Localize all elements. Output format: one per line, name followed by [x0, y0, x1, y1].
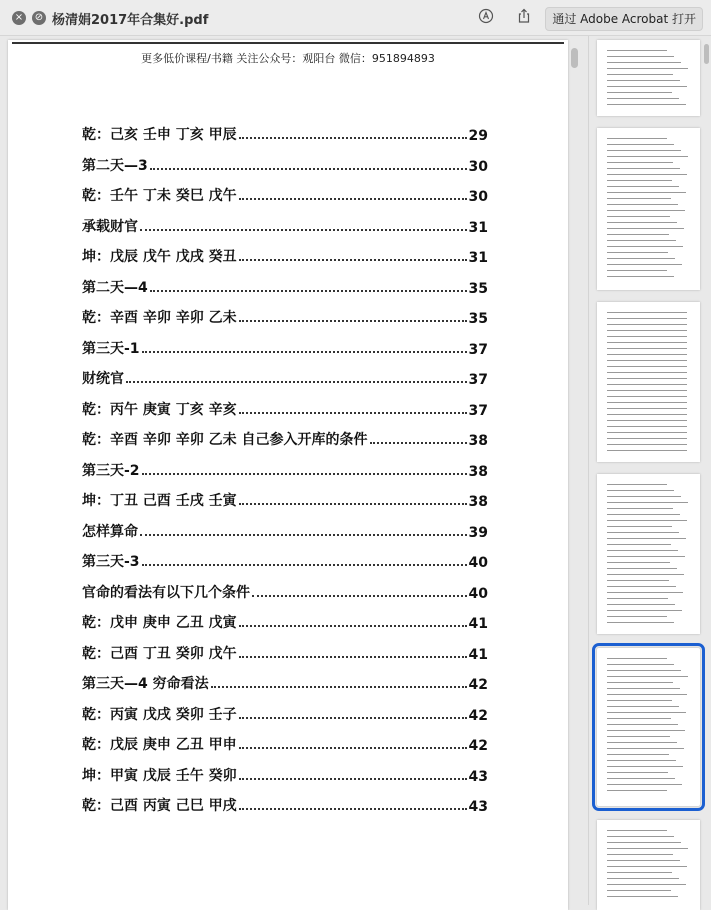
- thumbnail-text-line: [607, 414, 687, 415]
- toc-entry-page: 43: [468, 768, 488, 785]
- thumbnail-text-line: [607, 754, 669, 755]
- toc-entry-page: 35: [468, 311, 488, 327]
- thumbnail-text-line: [607, 276, 674, 277]
- thumbnail-text-line: [607, 580, 669, 581]
- thumbnail-text-line: [607, 496, 681, 497]
- thumbnail-text-line: [607, 860, 680, 861]
- thumbnail-text-line: [607, 240, 676, 241]
- toc-leader-dots: [239, 747, 467, 749]
- main-scrollbar[interactable]: [571, 48, 578, 68]
- toc-entry-page: 42: [468, 677, 488, 693]
- thumbnail-text-line: [607, 366, 687, 367]
- toc-entry[interactable]: [82, 368, 488, 388]
- toc-leader-dots: [239, 808, 467, 810]
- toc-entry-page: 42: [468, 738, 488, 754]
- toc-entry-page: 42: [468, 707, 488, 724]
- toc-entry[interactable]: [82, 612, 488, 632]
- thumbnail-text-line: [607, 330, 687, 331]
- thumbnail-text-line: [607, 682, 673, 683]
- toc-entry[interactable]: [82, 765, 488, 785]
- thumbnail-text-line: [607, 658, 667, 659]
- toc-entry-title: 官命的看法有以下几个条件: [82, 584, 250, 601]
- thumbnail-text-line: [607, 676, 688, 677]
- toc-entry-page: 40: [468, 585, 488, 602]
- thumbnail-text-line: [607, 228, 684, 229]
- thumbnail-text-line: [607, 222, 677, 223]
- toc-entry-title: 乾：己酉 丙寅 己巳 甲戌: [82, 798, 237, 814]
- toc-entry[interactable]: [82, 704, 488, 724]
- thumbnail-text-line: [607, 790, 667, 791]
- thumbnail-text-line: [607, 836, 674, 837]
- toc-entry[interactable]: [82, 551, 488, 571]
- thumbnail-text-line: [607, 408, 687, 409]
- thumbnail-text-line: [607, 450, 687, 451]
- toc-entry-page: 30: [468, 158, 488, 175]
- thumbnail-text-line: [607, 664, 674, 665]
- thumbnail-text-line: [607, 396, 687, 397]
- toc-entry-title: 财统官: [82, 371, 124, 387]
- title-bar: [0, 0, 711, 36]
- open-in-acrobat-button[interactable]: 通过 Adobe Acrobat 打开: [545, 7, 703, 31]
- thumbnail-text-line: [607, 348, 687, 349]
- toc-leader-dots: [142, 564, 467, 566]
- toc-entry[interactable]: [82, 185, 488, 205]
- thumbnail-text-line: [607, 174, 687, 175]
- thumbnail-text-line: [607, 712, 686, 713]
- thumbnail-text-line: [607, 490, 674, 491]
- page-top-rule: [12, 42, 564, 44]
- toc-leader-dots: [239, 717, 467, 719]
- thumbnail-text-line: [607, 586, 676, 587]
- toc-entry-page: 35: [468, 280, 488, 297]
- document-view[interactable]: [0, 36, 588, 905]
- thumbnail-text-line: [607, 402, 687, 403]
- thumbnail-text-line: [607, 80, 680, 81]
- toc-leader-dots: [150, 290, 467, 292]
- thumbnail-text-line: [607, 878, 679, 879]
- thumbnail-text-line: [607, 872, 672, 873]
- toc-entry[interactable]: [82, 338, 488, 358]
- thumbnail-text-line: [607, 556, 685, 557]
- thumbnail-text-line: [607, 432, 687, 433]
- toc-entry[interactable]: [82, 307, 488, 327]
- thumbnail-text-line: [607, 592, 683, 593]
- thumbnail-text-line: [607, 700, 672, 701]
- thumbnail-text-line: [607, 848, 688, 849]
- toc-entry[interactable]: [82, 521, 488, 541]
- thumbnail-text-line: [607, 92, 672, 93]
- thumbnail-text-line: [607, 766, 683, 767]
- page-thumbnail[interactable]: [597, 40, 700, 116]
- thumbnail-text-line: [607, 550, 678, 551]
- thumbnail-text-line: [607, 730, 685, 731]
- thumbnail-text-line: [607, 264, 682, 265]
- toc-leader-dots: [239, 412, 467, 414]
- toc-entry[interactable]: [82, 124, 488, 144]
- thumbnail-text-line: [607, 884, 686, 885]
- thumbnail-text-line: [607, 502, 688, 503]
- thumbnail-text-line: [607, 854, 673, 855]
- toc-entry[interactable]: [82, 673, 488, 693]
- toc-entry-title: 坤：丁丑 己酉 壬戌 壬寅: [82, 493, 237, 509]
- thumbnail-text-line: [607, 198, 671, 199]
- toc-entry[interactable]: [82, 582, 488, 602]
- pdf-page: [8, 40, 568, 910]
- thumbnail-text-line: [607, 246, 683, 247]
- thumbnail-text-line: [607, 210, 685, 211]
- toc-entry[interactable]: [82, 643, 488, 663]
- toc-entry[interactable]: [82, 246, 488, 266]
- toc-entry[interactable]: [82, 277, 488, 297]
- toc-leader-dots: [150, 168, 467, 170]
- thumbnail-text-line: [607, 192, 686, 193]
- window-title: 杨清娟2017年合集好.pdf: [52, 13, 209, 28]
- thumbnail-text-line: [607, 150, 681, 151]
- toc-entry-page: 38: [468, 494, 488, 510]
- share-icon[interactable]: [514, 8, 534, 28]
- thumbnail-text-line: [607, 616, 667, 617]
- thumbnail-text-line: [607, 144, 674, 145]
- toc-entry[interactable]: [82, 734, 488, 754]
- toc-entry[interactable]: [82, 155, 488, 175]
- thumbnail-text-line: [607, 156, 688, 157]
- thumbnail-text-line: [607, 724, 678, 725]
- toc-entry-title: 第二天—4: [82, 279, 148, 296]
- toc-entry-page: 30: [468, 189, 488, 205]
- thumbnail-text-line: [607, 842, 681, 843]
- thumbnail-text-line: [607, 138, 667, 139]
- toc-entry-title: 坤：戊辰 戊午 戊戌 癸丑: [82, 249, 237, 265]
- toc-leader-dots: [239, 259, 467, 261]
- thumbnail-text-line: [607, 336, 687, 337]
- toc-entry-page: 31: [468, 250, 488, 266]
- thumbnail-text-line: [607, 372, 687, 373]
- thumbnail-text-line: [607, 718, 671, 719]
- thumbnail-text-line: [607, 574, 684, 575]
- thumbnail-text-line: [607, 670, 681, 671]
- thumbnail-text-line: [607, 56, 674, 57]
- thumbnail-text-line: [607, 216, 670, 217]
- toc-entry-page: 43: [468, 799, 488, 815]
- page-thumbnail-selected[interactable]: [597, 648, 700, 806]
- thumbnail-text-line: [607, 312, 687, 313]
- toc-leader-dots: [211, 686, 467, 688]
- thumbnail-text-line: [607, 162, 673, 163]
- toc-entry-page: 37: [468, 341, 488, 358]
- toc-entry-title: 乾：己亥 壬申 丁亥 甲辰: [82, 127, 237, 143]
- thumbnail-text-line: [607, 514, 680, 515]
- page-thumbnail[interactable]: [597, 302, 700, 462]
- toc-leader-dots: [142, 351, 467, 353]
- toc-entry-page: 39: [468, 524, 488, 541]
- thumbnail-text-line: [607, 610, 682, 611]
- toc-entry-title: 承载财官: [82, 218, 138, 235]
- thumbnail-text-line: [607, 426, 687, 427]
- close-icon[interactable]: ×: [12, 11, 26, 25]
- thumbnail-text-line: [607, 760, 676, 761]
- thumbnail-text-line: [607, 694, 687, 695]
- toc-leader-dots: [126, 381, 467, 383]
- page-header: 更多低价课程/书籍 关注公众号：观阳台 微信：951894893: [141, 52, 435, 65]
- thumbnail-text-line: [607, 526, 672, 527]
- toc-entry-page: 37: [468, 372, 488, 388]
- thumbnail-text-line: [607, 830, 667, 831]
- toc-leader-dots: [239, 656, 467, 658]
- thumbnail-text-line: [607, 204, 678, 205]
- thumbnail-text-line: [607, 378, 687, 379]
- toc-entry-page: 38: [468, 463, 488, 480]
- toc-leader-dots: [239, 320, 467, 322]
- toc-entry[interactable]: [82, 795, 488, 815]
- stop-icon[interactable]: ⊘: [32, 11, 46, 25]
- toc-leader-dots: [252, 595, 467, 597]
- markup-icon[interactable]: [476, 8, 496, 28]
- toc-entry-title: 乾：辛酉 辛卯 辛卯 乙未 自己参入开库的条件: [82, 432, 368, 448]
- toc-entry-page: 29: [468, 128, 488, 144]
- page-thumbnail[interactable]: [597, 820, 700, 910]
- thumbnail-text-line: [607, 50, 667, 51]
- toc-entry[interactable]: [82, 460, 488, 480]
- toc-entry-page: 40: [468, 555, 488, 571]
- thumbnail-text-line: [607, 98, 679, 99]
- thumbnail-text-line: [607, 706, 679, 707]
- toc-entry-title: 乾：戊辰 庚申 乙丑 甲申: [82, 737, 237, 753]
- toc-entry-title: 第三天-3: [82, 554, 140, 570]
- thumbnail-text-line: [607, 62, 681, 63]
- thumbnail-text-line: [607, 520, 687, 521]
- page-thumbnail[interactable]: [597, 474, 700, 634]
- toc-entry-page: 31: [468, 219, 488, 236]
- toc-entry-title: 第三天-2: [82, 462, 140, 479]
- thumbnail-text-line: [607, 104, 686, 105]
- thumbnail-text-line: [607, 568, 677, 569]
- thumbnail-text-line: [607, 342, 687, 343]
- toc-leader-dots: [239, 625, 467, 627]
- thumbnail-text-line: [607, 742, 677, 743]
- toc-entry-title: 乾：辛酉 辛卯 辛卯 乙未: [82, 310, 237, 326]
- toc-entry-title: 怎样算命: [82, 523, 138, 540]
- sidebar-scrollbar[interactable]: [704, 44, 709, 64]
- toc-leader-dots: [142, 473, 467, 475]
- thumbnail-text-line: [607, 180, 672, 181]
- thumbnail-text-line: [607, 622, 674, 623]
- toc-entry-title: 乾：壬午 丁未 癸巳 戊午: [82, 188, 237, 204]
- toc-entry-title: 乾：己酉 丁丑 癸卯 戊午: [82, 645, 237, 662]
- thumbnail-sidebar[interactable]: [588, 36, 711, 905]
- toc-leader-dots: [140, 534, 467, 536]
- toc-entry-title: 第三天—4 穷命看法: [82, 676, 209, 692]
- toc-leader-dots: [239, 503, 467, 505]
- toc-entry-title: 乾：丙寅 戊戌 癸卯 壬子: [82, 706, 237, 723]
- toc-leader-dots: [370, 442, 467, 444]
- thumbnail-text-line: [607, 896, 678, 897]
- thumbnail-text-line: [607, 484, 667, 485]
- toc-entry-title: 坤：甲寅 戊辰 壬午 癸卯: [82, 767, 237, 784]
- thumbnail-text-line: [607, 784, 682, 785]
- thumbnail-text-line: [607, 532, 679, 533]
- toc-entry[interactable]: [82, 490, 488, 510]
- thumbnail-text-line: [607, 772, 668, 773]
- thumbnail-text-line: [607, 354, 687, 355]
- thumbnail-text-line: [607, 318, 687, 319]
- thumbnail-text-line: [607, 234, 669, 235]
- thumbnail-text-line: [607, 390, 687, 391]
- thumbnail-text-line: [607, 186, 679, 187]
- thumbnail-text-line: [607, 74, 673, 75]
- thumbnail-text-line: [607, 544, 671, 545]
- toc-entry-page: 41: [468, 616, 488, 632]
- thumbnail-text-line: [607, 384, 687, 385]
- toc-entry[interactable]: [82, 216, 488, 236]
- thumbnail-text-line: [607, 86, 687, 87]
- thumbnail-text-line: [607, 168, 680, 169]
- thumbnail-text-line: [607, 444, 687, 445]
- toc-entry-page: 41: [468, 646, 488, 663]
- thumbnail-text-line: [607, 598, 668, 599]
- thumbnail-text-line: [607, 604, 675, 605]
- toc-leader-dots: [239, 137, 467, 139]
- page-thumbnail[interactable]: [597, 128, 700, 290]
- toc-entry[interactable]: [82, 399, 488, 419]
- toc-entry-title: 第三天-1: [82, 340, 140, 357]
- thumbnail-text-line: [607, 258, 675, 259]
- toc-entry-title: 乾：丙午 庚寅 丁亥 辛亥: [82, 401, 237, 418]
- thumbnail-text-line: [607, 748, 684, 749]
- thumbnail-text-line: [607, 324, 687, 325]
- thumbnail-text-line: [607, 866, 687, 867]
- thumbnail-text-line: [607, 890, 671, 891]
- thumbnail-text-line: [607, 508, 673, 509]
- thumbnail-text-line: [607, 68, 688, 69]
- toc-entry-page: 38: [468, 433, 488, 449]
- toc-leader-dots: [239, 778, 467, 780]
- thumbnail-text-line: [607, 420, 687, 421]
- toc-entry[interactable]: [82, 429, 488, 449]
- thumbnail-text-line: [607, 252, 668, 253]
- toc-entry-title: 乾：戊申 庚申 乙丑 戊寅: [82, 615, 237, 631]
- thumbnail-text-line: [607, 360, 687, 361]
- thumbnail-text-line: [607, 562, 670, 563]
- toc-entry-title: 第二天—3: [82, 157, 148, 174]
- thumbnail-text-line: [607, 778, 675, 779]
- thumbnail-text-line: [607, 270, 667, 271]
- toc-leader-dots: [239, 198, 467, 200]
- thumbnail-text-line: [607, 688, 680, 689]
- thumbnail-text-line: [607, 538, 686, 539]
- thumbnail-text-line: [607, 438, 687, 439]
- toc-leader-dots: [140, 229, 467, 231]
- toc-entry-page: 37: [468, 402, 488, 419]
- thumbnail-text-line: [607, 736, 670, 737]
